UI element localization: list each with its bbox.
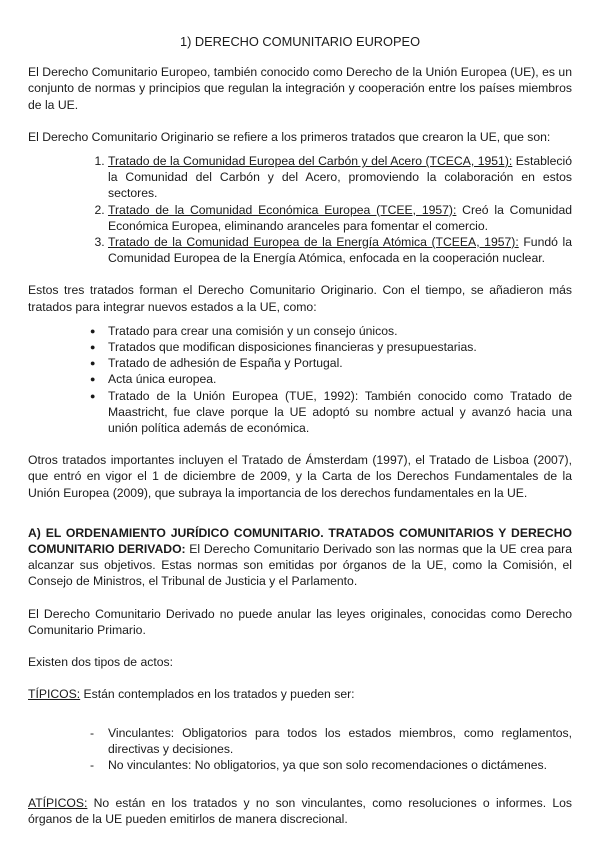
treaty-name: Tratado de la Comunidad Europea de la Energía Atómica (TCEEA, 1957): [108, 235, 519, 250]
derivado-note-paragraph: El Derecho Comunitario Derivado no puede anular las leyes originales, conocidas como Derecho Comunitario Primario. [28, 606, 572, 637]
tipicos-text: Están contemplados en los tratados y pueden ser: [80, 687, 355, 702]
page-title: 1) DERECHO COMUNITARIO EUROPEO [179, 34, 421, 49]
intro-paragraph: El Derecho Comunitario Europeo, también conocido como Derecho de la Unión Europea (UE), es un conjunto de normas y principios que regulan la integración y cooperación entre los países miembros de la UE. [28, 65, 572, 112]
bullet-item: ● Tratado de adhesión de España y Portugal. [108, 355, 572, 371]
other-treaties-paragraph: Otros tratados importantes incluyen el Tratado de Ámsterdam (1997), el Tratado de Lisboa (2007), que entró en vigor el 1 de diciembre de 2009, y la Carta de los Derechos Fundamentales de la Unión Europea (2009), que subraya la importancia de los derechos fundamentales en la UE. [28, 453, 572, 500]
treaties-list [28, 153, 572, 266]
treaty-item [108, 153, 572, 202]
acts-intro-paragraph: Existen dos tipos de actos: [28, 655, 173, 670]
treaties-bullet-list [28, 323, 572, 436]
treaty-item [108, 234, 572, 266]
treaty-desc: Estableció la Comunidad del Carbón y del Acero, promoviendo la colaboración en estos sectores. [108, 154, 573, 201]
atipicos-paragraph [28, 795, 572, 827]
atipicos-label: ATÍPICOS: [28, 796, 88, 811]
section-a-paragraph [28, 525, 572, 590]
treaty-name: Tratado de la Comunidad Económica Europea (TCEE, 1957): [108, 202, 457, 217]
tipicos-item: - Vinculantes: Obligatorios para todos los estados miembros, como reglamentos, directivas y decisiones. [108, 725, 572, 757]
bullet-item: ● Tratados que modifican disposiciones financieras y presupuestarias. [108, 339, 572, 355]
tipicos-list [28, 725, 572, 774]
treaty-desc: Fundó la Comunidad Europea de la Energía Atómica, enfocada en la cooperación nuclear. [108, 235, 572, 266]
more-treaties-paragraph: Estos tres tratados forman el Derecho Comunitario Originario. Con el tiempo, se añadieron más tratados para integrar nuevos estados a la UE, como: [28, 283, 572, 314]
treaty-item [108, 202, 572, 234]
treaty-name: Tratado de la Comunidad Europea del Carbón y del Acero (TCECA, 1951): [108, 154, 513, 169]
treaty-desc: Creó la Comunidad Económica Europea, eliminando aranceles para fomentar el comercio. [108, 202, 572, 233]
section-a-heading: A) EL ORDENAMIENTO JURÍDICO COMUNITARIO. TRATADOS COMUNITARIOS Y DERECHO COMUNITARIO DERIVADO: [28, 525, 572, 557]
tipicos-paragraph [28, 686, 572, 702]
originario-intro-paragraph: El Derecho Comunitario Originario se refiere a los primeros tratados que crearon la UE, que son: [28, 129, 551, 144]
bullet-item: ● Tratado de la Unión Europea (TUE, 1992): También conocido como Tratado de Maastricht, fue clave porque la UE adoptó su nombre actual y avanzó hacia una unión política además de económica. [108, 388, 572, 437]
bullet-item: ● Tratado para crear una comisión y un consejo únicos. [108, 323, 572, 339]
tipicos-label: TÍPICOS: [28, 687, 81, 702]
tipicos-item: - No vinculantes: No obligatorios, ya que son solo recomendaciones o dictámenes. [108, 757, 572, 773]
atipicos-text: No están en los tratados y no son vinculantes, como resoluciones o informes. Los órganos de la UE pueden emitirlos de manera discrecional. [28, 796, 572, 827]
section-a-text: El Derecho Comunitario Derivado son las normas que la UE crea para alcanzar sus objetivos. Estas normas son emitidas por órganos de la UE, como la Comisión, el Consejo de Ministros, el Tribunal de Justicia y el Parlamento. [28, 542, 572, 589]
bullet-item: ● Acta única europea. [108, 371, 572, 387]
